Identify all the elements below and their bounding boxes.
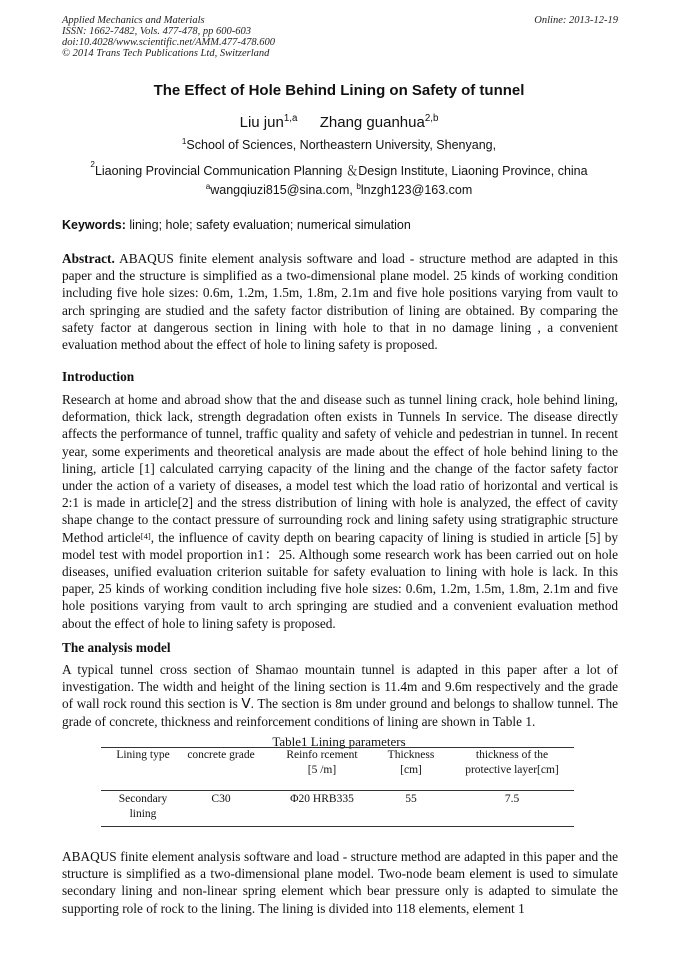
table-bottom-rule: [101, 826, 574, 827]
analysis-model-paragraph: A typical tunnel cross section of Shamao mountain tunnel is adapted in this paper after a lot of investigation. The width and height of the lining section is 11.4m and 9.6m respectively and the grade of wall rock round this section is Ⅴ. The section is 8m under ground and belongs to shallow tunnel. The grade of concrete, thickness and reinforcement conditions of lining are shown in Table 1.: [62, 662, 618, 729]
email-address: wangqiuzi815@sina.com,: [210, 183, 353, 197]
author-sup: 1,a: [283, 113, 298, 124]
journal-name: Applied Mechanics and Materials: [62, 15, 205, 26]
table-cell: 7.5: [504, 793, 520, 805]
affiliation-text: School of Sciences, Northeastern University, Shenyang,: [186, 138, 497, 152]
email-sup: b: [356, 182, 361, 191]
table-cell: 55: [405, 793, 417, 805]
table-header-cell: Lining type: [116, 749, 170, 761]
introduction-text: , the influence of cavity depth on bearing capacity of lining is studied in article [5] by model test with model proportion in1：25. Although some research work has been carried out on hole diseases, unified evaluation criterion suitable for safety evaluation to lining with hole is lack. In this paper, 25 kinds of working condition including five hole sizes: 0.6m, 1.2m, 1.5m, 1.8m, 2.1m and five hole positions varying from vault to arch springing are studied and a convenient evaluation method about the effect of hole to lining safety is proposed.: [62, 529, 618, 631]
paper-title: The Effect of Hole Behind Lining on Safety of tunnel: [153, 82, 525, 99]
table-header-cell: Reinfo rcement [5 /m]: [286, 749, 358, 776]
citation-ref: [4]: [140, 530, 151, 541]
affiliation: [0, 161, 678, 179]
table-cell: Secondary lining: [118, 793, 168, 820]
table-header-cell: Thickness [cm]: [387, 749, 435, 776]
table-caption: Table1 Lining parameters: [272, 734, 406, 749]
abstract: [62, 250, 618, 353]
doi: doi:10.4028/www.scientific.net/AMM.477-478.600: [62, 37, 275, 48]
table-header-cell: thickness of the protective layer[cm]: [465, 749, 559, 776]
table-cell: Φ20 HRB335: [290, 793, 354, 805]
keywords: [62, 218, 618, 232]
abstract-text: ABAQUS finite element analysis software and load - structure method are adapted in this paper and the structure is simplified as a two-dimensional plane model. 25 kinds of working condition including five hole sizes: 0.6m, 1.2m, 1.5m, 1.8m, 2.1m and five hole positions varying from vault to arch springing are studied and the safety factor distribution of lining are obtained. By comparing the safety factor at dangerous section in lining with hole to that in no damage lining , a convenient evaluation method about the effect of hole to lining safety is proposed.: [62, 251, 618, 353]
journal-header: [62, 15, 618, 59]
author-sup: 2,b: [424, 113, 439, 124]
affiliation: [0, 138, 678, 152]
abstract-label: Abstract.: [62, 251, 115, 266]
email-sup: a: [205, 182, 211, 191]
introduction-paragraph: [62, 391, 618, 632]
online-date: Online: 2013-12-19: [534, 15, 618, 26]
issn: ISSN: 1662-7482, Vols. 477-478, pp 600-603: [62, 26, 251, 37]
affiliation-sup: 1: [181, 137, 187, 146]
introduction-text: Research at home and abroad show that the and disease such as tunnel lining crack, hole behind lining, deformation, thick lack, strength degradation often exists in Tunnels In service. The disease directly affects the performance of tunnel, traffic quality and safety of vehicle and pedestrian in tunnel. In recent year, some experiments and theoretical analysis are made about the effect of hole behind lining to the lining, article [1] calculated carrying capacity of the lining and the change of the factor safety factor under the action of a variety of diseases, a model test which the load ratio of horizontal and vertical is 2:1 is made in article[2] and the stress distribution of lining with hole is analyzed, the effect of cavity shape change to the contact pressure of surrounding rock and lining safety using stratigraphic structure Method article: [62, 392, 618, 545]
keywords-text: lining; hole; safety evaluation; numerical simulation: [129, 218, 411, 232]
closing-paragraph: ABAQUS finite element analysis software and load - structure method are adapted in this paper and the structure is simplified as a two-dimensional plane model. Two-node beam element is used to simulate secondary lining and non-linear spring element which bear pressure only is adapted to simulate the supporting role of rock to the lining. The lining is divided into 118 elements, element 1: [62, 849, 618, 916]
analysis-model-heading: The analysis model: [62, 640, 171, 655]
author-name: Zhang guanhua: [319, 114, 425, 131]
email-line: [0, 183, 678, 197]
copyright: © 2014 Trans Tech Publications Ltd, Switzerland: [62, 48, 270, 59]
introduction-heading: Introduction: [62, 369, 135, 384]
affiliation-text: Liaoning Provincial Communication Planning ＆Design Institute, Liaoning Province, china: [94, 164, 588, 178]
keywords-label: Keywords:: [62, 218, 126, 232]
table-header-cell: concrete grade: [187, 749, 255, 761]
author-list: [0, 114, 678, 131]
email-address: lnzgh123@163.com: [360, 183, 473, 197]
table-cell: C30: [211, 793, 231, 805]
author-name: Liu jun: [239, 114, 284, 131]
table-header-rule: [101, 790, 574, 791]
affiliation-sup: 2: [90, 160, 95, 169]
